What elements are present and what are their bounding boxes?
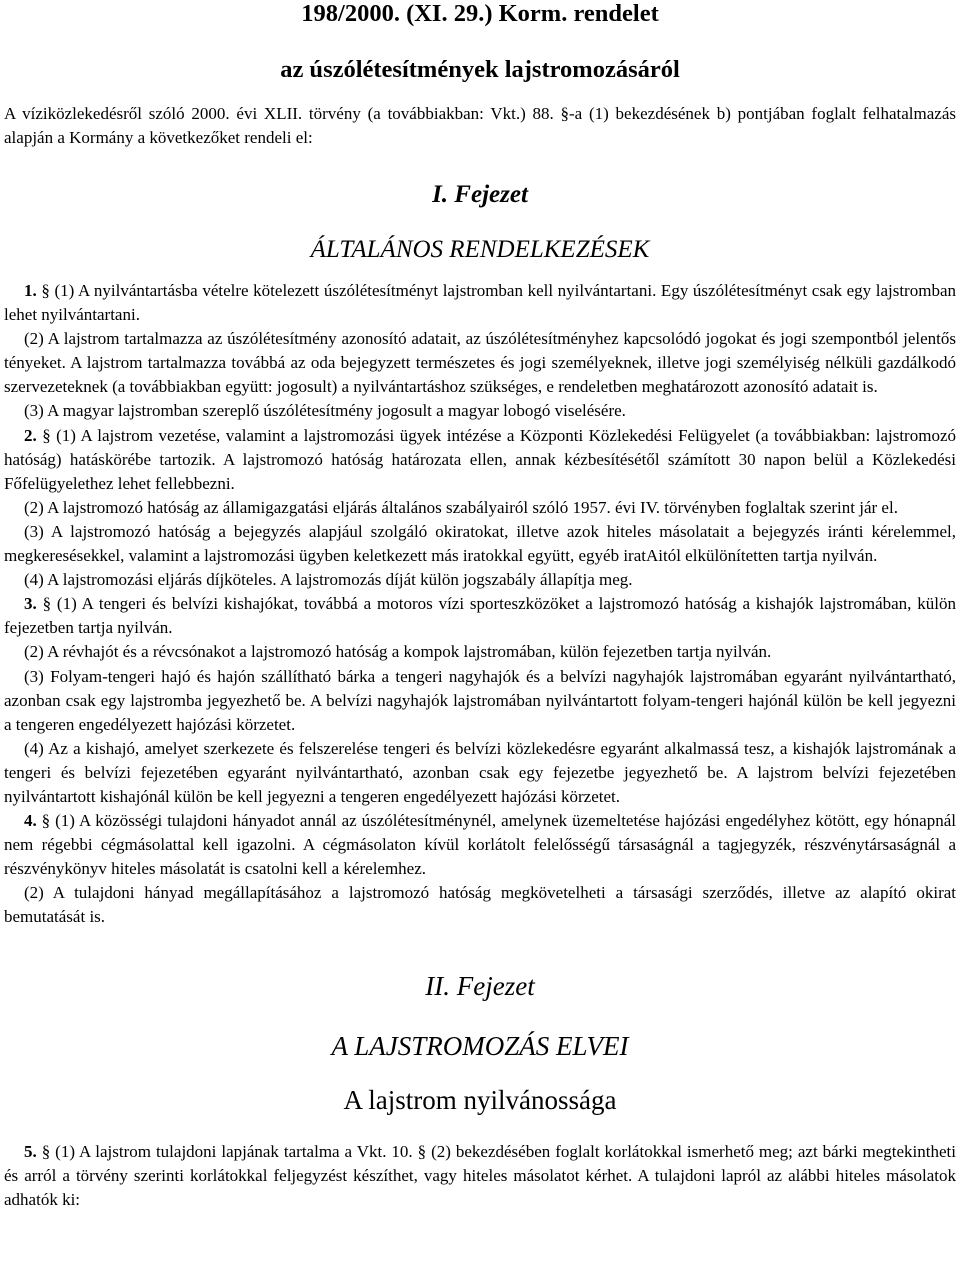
chapter-1-body xyxy=(4,279,956,930)
paragraph-text: (4) Az a kishajó, amelyet szerkezete és felszerelése tengeri és belvízi közlekedésre egyaránt alkalmassá tesz, a kishajók lajstromának a tengeri és belvízi fejezetében egyaránt nyilvántartható, azonban csak egy fejezetbe jegyezhető be. A lajstrom belvízi fejezetében nyilvántartott kishajónál külön be kell jegyezni a tengeren engedélyezett hajózási körzetet. xyxy=(4,738,956,806)
section-heading: A lajstrom nyilvánossága xyxy=(343,1084,617,1115)
paragraph-text: (2) A lajstromozó hatóság az államigazgatási eljárás általános szabályairól szóló 1957. évi IV. törvényben foglaltak szerint jár el. xyxy=(24,497,898,517)
paragraph xyxy=(4,665,956,737)
paragraph xyxy=(4,424,956,496)
chapter-2-title: A LAJSTROMOZÁS ELVEI xyxy=(331,1030,629,1061)
paragraph xyxy=(4,737,956,809)
paragraph-text: § (1) A közösségi tulajdoni hányadot annál az úszólétesítménynél, amelynek üzemeltetése hajózási engedélyhez kötött, egy hónapnál nem régebbi cégmásolattal kell igazolni. A cégmásolaton kívül korlátolt felelősségű társaságnál a tagjegyzék, részvénytársaságnál a részvénykönyv hiteles másolatát is csatolni kell a kérelemhez. xyxy=(4,811,956,879)
paragraph xyxy=(4,399,956,423)
paragraph-text: § (1) A tengeri és belvízi kishajókat, továbbá a motoros vízi sporteszközöket a lajstromozó hatóság a kishajók lajstromában, külön fejezetben tartja nyilván. xyxy=(4,594,956,638)
paragraph xyxy=(4,809,956,881)
paragraph xyxy=(4,640,956,664)
paragraph xyxy=(4,520,956,568)
paragraph xyxy=(4,279,956,327)
paragraph-number: 4. xyxy=(24,811,37,831)
paragraph-text: (4) A lajstromozási eljárás díjköteles. A lajstromozás díját külön jogszabály állapítja meg. xyxy=(24,570,633,590)
paragraph-text: § (1) A nyilvántartásba vételre kötelezett úszólétesítményt lajstromban kell nyilvántartani. Egy úszólétesítményt csak egy lajstromban lehet nyilvántartani. xyxy=(4,281,956,325)
paragraph-text: (2) A lajstrom tartalmazza az úszólétesítmény azonosító adatait, az úszólétesítményhez kapcsolódó jogokat és jogi szempontból jelentős tényeket. A lajstrom tartalmazza továbbá az oda bejegyzett természetes és jogi személyeknek, illetve jogi személyiség nélküli gazdálkodó szervezeteknek (a továbbiakban együtt: jogosult) a nyilvántartáshoz szükséges, e rendeletben meghatározott azonosító adatait is. xyxy=(4,329,956,397)
paragraph-5 xyxy=(4,1140,956,1212)
paragraph-number: 3. xyxy=(24,594,37,614)
paragraph xyxy=(4,592,956,640)
paragraph xyxy=(4,327,956,399)
chapter-2-label: II. Fejezet xyxy=(425,970,535,1001)
paragraph-text: (2) A révhajót és a révcsónakot a lajstromozó hatóság a kompok lajstromában, külön fejezetben tartja nyilván. xyxy=(24,642,772,662)
document-title: 198/2000. (XI. 29.) Korm. rendelet xyxy=(301,0,659,27)
paragraph xyxy=(4,881,956,929)
paragraph-text: (3) Folyam-tengeri hajó és hajón szállítható bárka a tengeri nagyhajók és a belvízi nagyhajók lajstromában egyaránt nyilvántartható, azonban csak egy lajstromba jegyezhető be. A belvízi nagyhajók lajstromában nyilvántartott folyam-tengeri hajónál külön be kell jegyezni a tengeren engedélyezett hajózási körzetet. xyxy=(4,666,956,734)
paragraph-number: 1. xyxy=(24,281,37,300)
paragraph xyxy=(4,496,956,520)
paragraph-text: (3) A magyar lajstromban szereplő úszólétesítmény jogosult a magyar lobogó viselésére. xyxy=(24,401,626,421)
paragraph-number: 2. xyxy=(24,425,37,445)
chapter-1-label: I. Fejezet xyxy=(432,181,528,208)
paragraph-text: (2) A tulajdoni hányad megállapításához a lajstromozó hatóság megkövetelheti a társasági szerződés, illetve az alapító okirat bemutatását is. xyxy=(4,883,956,927)
document-subtitle: az úszólétesítmények lajstromozásáról xyxy=(280,56,680,83)
paragraph-number: 5. xyxy=(24,1141,37,1161)
paragraph xyxy=(4,568,956,592)
preamble: A víziközlekedésről szóló 2000. évi XLII. törvény (a továbbiakban: Vkt.) 88. §-a (1) bekezdésének b) pontjában foglalt felhatalmazás alapján a Kormány a következőket rendeli el: xyxy=(4,104,956,147)
paragraph-text: § (1) A lajstrom tulajdoni lapjának tartalma a Vkt. 10. § (2) bekezdésében foglalt korlátokkal ismerhető meg; azt bárki megtekintheti és arról a törvény szerinti korlátokkal feljegyzést készíthet, vagy hiteles másolatot kérhet. A tulajdoni lapról az alábbi hiteles másolatok adhatók ki: xyxy=(4,1141,956,1209)
paragraph-text: § (1) A lajstrom vezetése, valamint a lajstromozási ügyek intézése a Központi Közlekedési Felügyelet (a továbbiakban: lajstromozó hatóság) hatáskörébe tartozik. A lajstromozó hatóság határozata ellen, annak kézbesítésétől számított 30 napon belül a Közlekedési Főfelügyelethez lehet fellebbezni. xyxy=(4,425,956,493)
paragraph-text: (3) A lajstromozó hatóság a bejegyzés alapjául szolgáló okiratokat, illetve azok hiteles másolatait a bejegyzés iránti kérelemmel, megkeresésekkel, valamint a lajstromozási ügyben keletkezett más iratokkal együtt, egyéb iratAitól elkülönítetten tartja nyilván. xyxy=(4,521,956,566)
chapter-1-title: ÁLTALÁNOS RENDELKEZÉSEK xyxy=(310,236,650,263)
